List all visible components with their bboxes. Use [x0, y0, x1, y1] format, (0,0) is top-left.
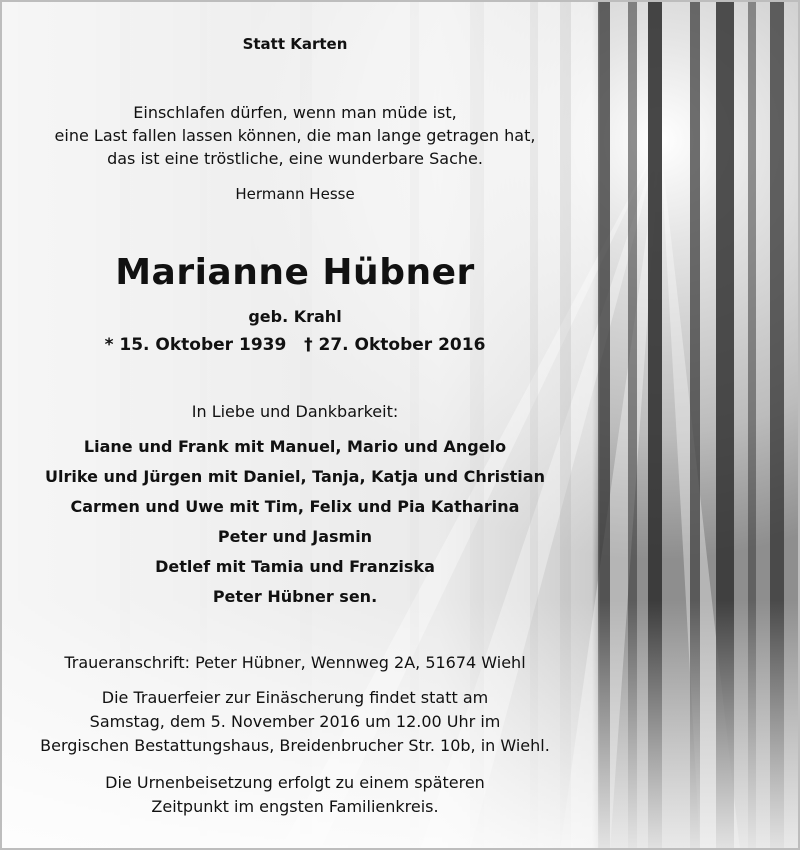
- mourners-intro: In Liebe und Dankbarkeit:: [191, 402, 399, 421]
- quote-line: Einschlafen dürfen, wenn man müde ist,: [133, 103, 457, 122]
- ceremony-line: Bergischen Bestattungshaus, Breidenbrucher Str. 10b, in Wiehl.: [40, 736, 550, 755]
- maiden-name: geb. Krahl: [248, 307, 342, 326]
- mourner-line: Peter und Jasmin: [217, 527, 373, 546]
- life-dates: [0, 335, 590, 355]
- urn-line: Die Urnenbeisetzung erfolgt zu einem späteren: [105, 773, 485, 792]
- mourner-line: Peter Hübner sen.: [212, 587, 378, 606]
- statt-karten-label: Statt Karten: [242, 35, 348, 53]
- quote-line: das ist eine tröstliche, eine wunderbare Sache.: [107, 149, 483, 168]
- quote-author: Hermann Hesse: [235, 185, 355, 203]
- deceased-name: Marianne Hübner: [115, 252, 475, 293]
- quote-line: eine Last fallen lassen können, die man lange getragen hat,: [54, 126, 536, 145]
- mourner-line: Carmen und Uwe mit Tim, Felix und Pia Katharina: [70, 497, 520, 516]
- mourner-line: Detlef mit Tamia und Franziska: [155, 557, 435, 576]
- mourner-line: Ulrike und Jürgen mit Daniel, Tanja, Katja und Christian: [45, 467, 545, 486]
- urn-line: Zeitpunkt im engsten Familienkreis.: [151, 797, 439, 816]
- mourning-address: Traueranschrift: Peter Hübner, Wennweg 2A, 51674 Wiehl: [64, 653, 526, 672]
- ceremony-line: Samstag, dem 5. November 2016 um 12.00 Uhr im: [89, 712, 501, 731]
- ceremony-line: Die Trauerfeier zur Einäscherung findet statt am: [101, 688, 489, 707]
- birth-date: * 15. Oktober 1939: [104, 335, 287, 355]
- mourner-line: Liane und Frank mit Manuel, Mario und Angelo: [83, 437, 507, 456]
- death-date: † 27. Oktober 2016: [304, 335, 486, 355]
